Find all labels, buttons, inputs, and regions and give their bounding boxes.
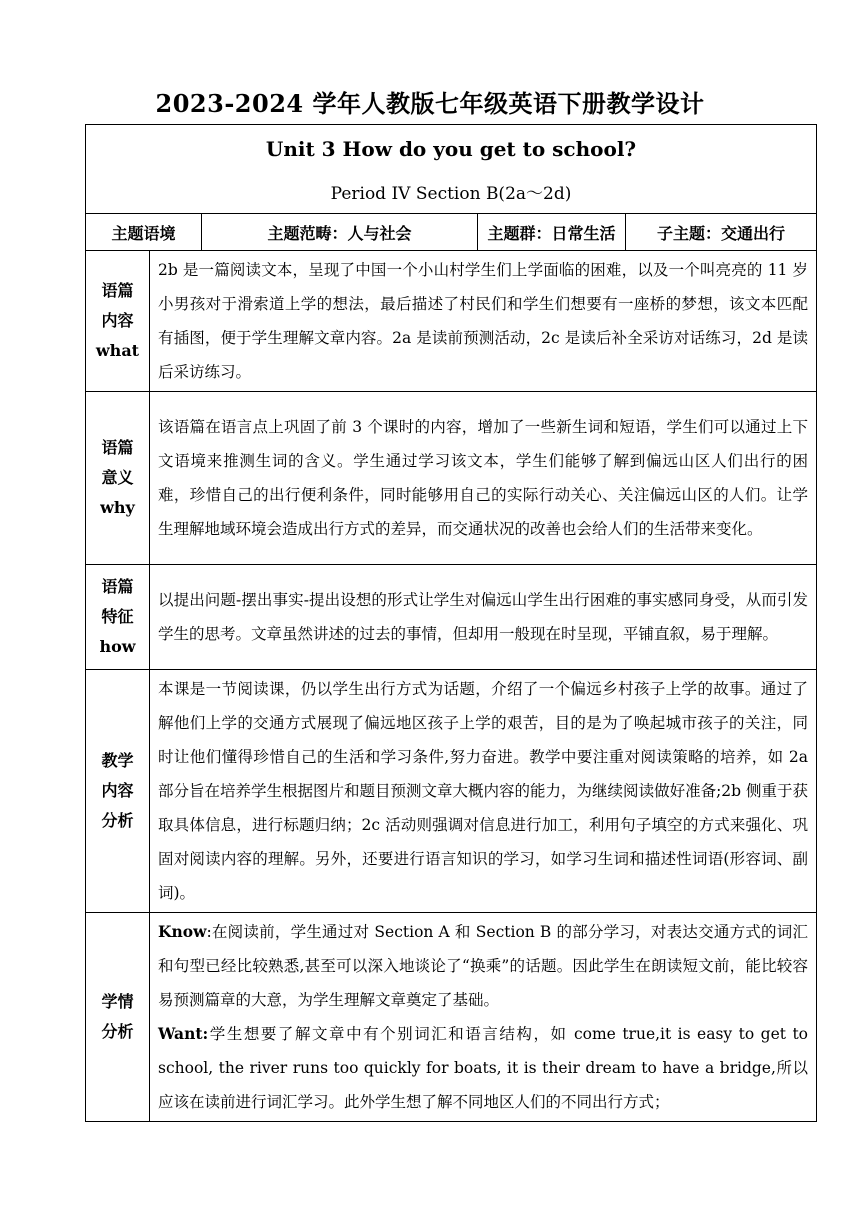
content-why [150,392,817,565]
lesson-plan-table [85,124,817,1122]
theme-label: 主题语境 [86,214,202,251]
label-how [86,565,150,670]
label-learners-zh: 学情分析 [101,992,134,1041]
theme-group: 主题群：日常生活 [478,214,626,251]
want-text: 学生想要了解文章中有个别词汇和语言结构，如 come true,it is easy to get to school, the river runs too quickly for boats, it is their dream to have a bridge,所以应该在读前进行词汇学习。此外学生想了解不同地区人们的不同出行方式； [158,1025,809,1111]
content-what [150,251,817,392]
theme-row [86,214,817,251]
content-analysis-text: 本课是一节阅读课，仍以学生出行方式为话题，介绍了一个偏远乡村孩子上学的故事。通过了解他们上学的交通方式展现了偏远地区孩子上学的艰苦，目的是为了唤起城市孩子的关注，同时让他们懂得珍惜自己的生活和学习条件,努力奋进。教学中要注重对阅读策略的培养，如 2a 部分旨在培养学生根据图片和题目预测文章大概内容的能力，为继续阅读做好准备;2b 侧重于获取具体信息，进行标题归纳；2c 活动则强调对信息进行加工，利用句子填空的方式来强化、巩固对阅读内容的理解。另外，还要进行语言知识的学习，如学习生词和描述性词语(形容词、副词)。 [158,680,809,902]
label-what-en: what [95,341,140,360]
unit-header-cell [86,125,817,214]
theme-subtopic: 子主题：交通出行 [626,214,817,251]
label-why [86,392,150,565]
label-what-zh: 语篇内容 [101,281,134,330]
unit-title: Unit 3 How do you get to school? [265,136,637,161]
content-analysis [150,670,817,913]
know-paragraph [158,915,808,1017]
content-how-text: 以提出问题-摆出事实-提出设想的形式让学生对偏远山学生出行困难的事实感同身受，从而引发学生的思考。文章虽然讲述的过去的事情，但却用一般现在时呈现，平铺直叙，易于理解。 [158,591,809,643]
label-analysis [86,670,150,913]
label-why-zh: 语篇意义 [101,438,134,487]
label-what [86,251,150,392]
content-learners [150,913,817,1122]
document-title: 2023-2024 学年人教版七年级英语下册教学设计 [155,89,705,118]
row-learners [86,913,817,1122]
row-how [86,565,817,670]
period-label: Period IV Section B(2a～2d) [330,183,572,204]
row-what [86,251,817,392]
content-what-text: 2b 是一篇阅读文本，呈现了中国一个小山村学生们上学面临的困难，以及一个叫亮亮的 11 岁小男孩对于滑索道上学的想法，最后描述了村民们和学生们想要有一座桥的梦想，该文本匹配有插图，便于学生理解文章内容。2a 是读前预测活动，2c 是读后补全采访对话练习，2d 是读后采访练习。 [158,261,809,381]
theme-category: 主题范畴：人与社会 [202,214,478,251]
want-label: Want: [158,1024,209,1043]
content-how [150,565,817,670]
label-why-en: why [100,498,135,517]
label-how-en: how [99,637,136,656]
content-why-text: 该语篇在语言点上巩固了前 3 个课时的内容，增加了一些新生词和短语，学生们可以通过上下文语境来推测生词的含义。学生通过学习该文本，学生们能够了解到偏远山区人们出行的困难，珍惜自己的出行便利条件，同时能够用自己的实际行动关心、关注偏远山区的人们。让学生理解地域环境会造成出行方式的差异，而交通状况的改善也会给人们的生活带来变化。 [158,418,809,538]
row-analysis [86,670,817,913]
know-text: :在阅读前，学生通过对 Section A 和 Section B 的部分学习，对表达交通方式的词汇和句型已经比较熟悉,甚至可以深入地谈论了“换乘”的话题。因此学生在朗读短文前，能比较容易预测篇章的大意，为学生理解文章奠定了基础。 [158,923,809,1009]
label-learners [86,913,150,1122]
row-why [86,392,817,565]
know-label: Know [158,922,207,941]
label-analysis-zh: 教学内容分析 [101,751,134,830]
label-how-zh: 语篇特征 [101,577,134,626]
want-paragraph [158,1017,808,1119]
